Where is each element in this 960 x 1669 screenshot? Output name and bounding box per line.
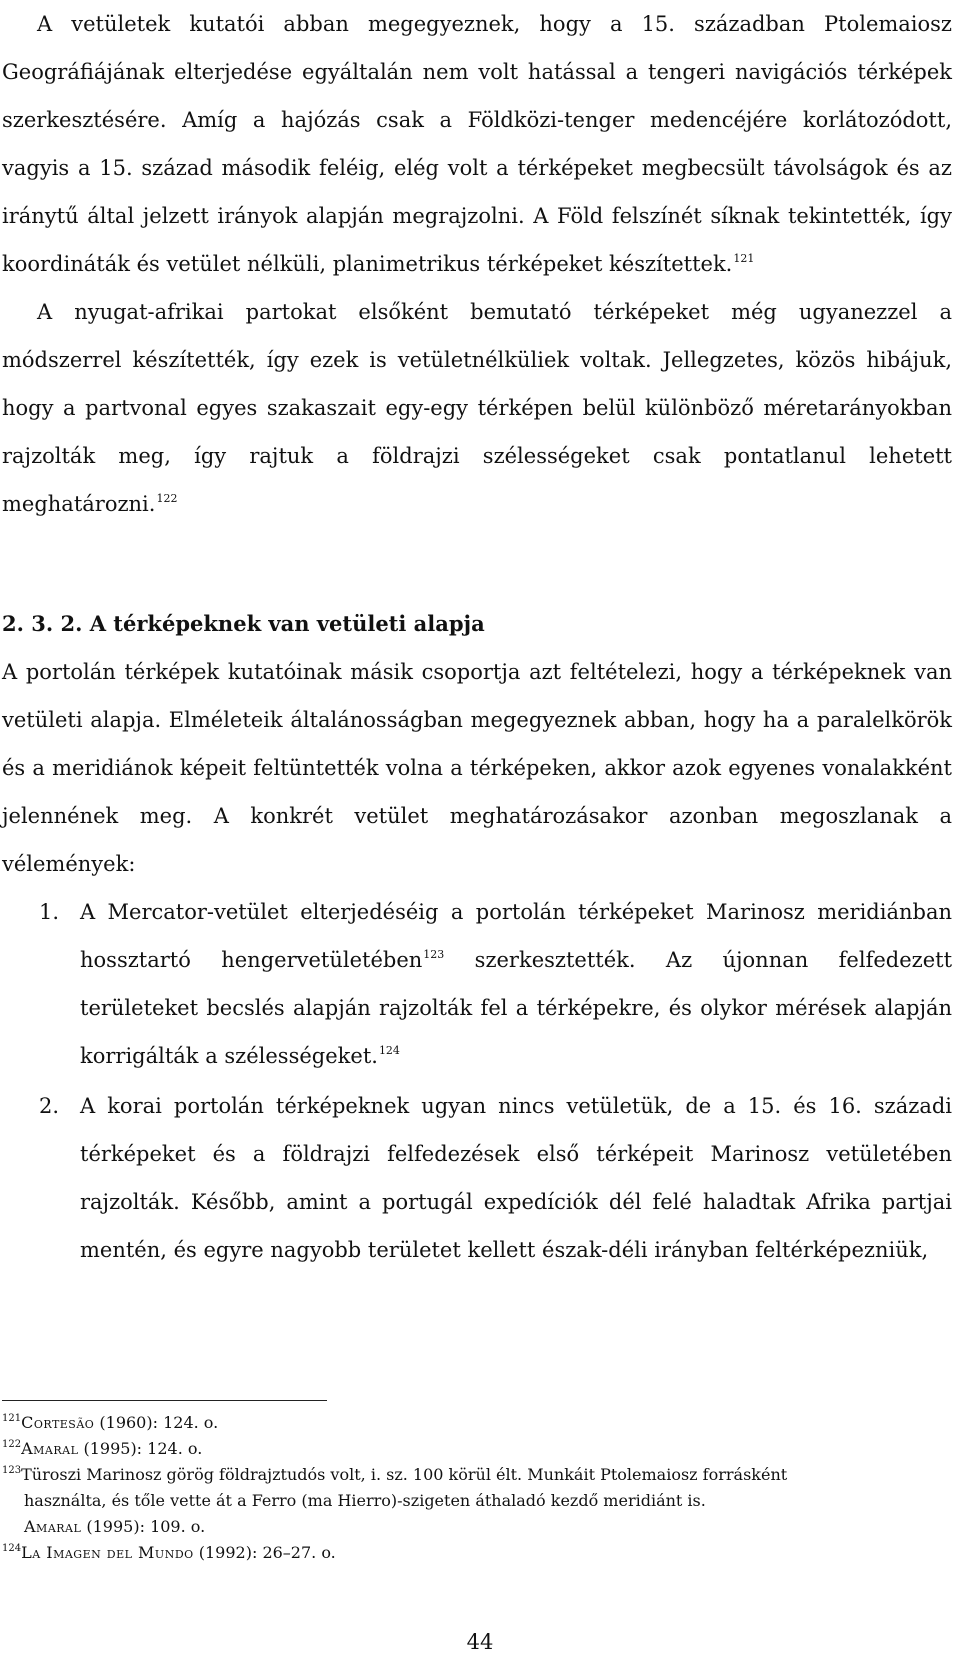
footnote-citation: (1995): 124. o.: [78, 1439, 203, 1458]
footnote-author: Cortesão: [21, 1413, 95, 1432]
paragraph-2: [2, 288, 952, 528]
footnote-text: Türoszi Marinosz görög földrajztudós volt, i. sz. 100 körül élt. Munkáit Ptolemaiosz forrásként: [21, 1465, 788, 1484]
footnotes: [2, 1410, 952, 1566]
section-paragraph: A portolán térképek kutatóinak másik csoportja azt feltételezi, hogy a térképeknek van vetületi alapja. Elméleteik általánosságban megegyeznek abban, hogy ha a paralelkörök és a meridiánok képeit feltüntették volna a térképeken, akkor azok egyenes vonalakként jelennének meg. A konkrét vetület meghatározásakor azonban megoszlanak a vélemények:: [2, 660, 952, 876]
list-item-text-cont: szerkesztették. Az újonnan felfedezett területeket becslés alapján rajzolták fel a térképekre, és olykor mérések alapján korrigálták a szélességeket.: [80, 948, 953, 1068]
list-item-number: 2.: [39, 1094, 60, 1118]
page-number: 44: [466, 1630, 494, 1654]
footnote-mark: 124: [2, 1543, 22, 1554]
list-item-number: 1.: [39, 900, 60, 924]
paragraph-1: [2, 0, 952, 288]
section-heading: 2. 3. 2. A térképeknek van vetületi alapja: [2, 611, 485, 636]
footnote-121: [2, 1410, 952, 1436]
footnote-mark: 123: [2, 1465, 22, 1476]
list-item: [2, 1082, 952, 1274]
footnote-ref-123[interactable]: 123: [423, 948, 445, 961]
paragraph-1-text: A vetületek kutatói abban megegyeznek, hogy a 15. században Ptolemaiosz Geográfiájának elterjedése egyáltalán nem volt hatással a tengeri navigációs térképek szerkesztésére. Amíg a hajózás csak a Földközi-tenger medencéjére korlátozódott, vagyis a 15. század második feléig, elég volt a térképeket megbecsült távolságok és az iránytű által jelzett irányok alapján megrajzolni. A Föld felszínét síknak tekintették, így koordináták és vetület nélküli, planimetrikus térképeket készítettek.: [2, 12, 952, 276]
footnote-ref-121[interactable]: 121: [733, 252, 755, 265]
footnote-mark: 122: [2, 1439, 22, 1450]
body-text: [2, 0, 952, 528]
footnote-mark: 121: [2, 1413, 22, 1424]
footnote-separator: [2, 1400, 327, 1401]
footnote-author: La Imagen del Mundo: [21, 1543, 194, 1562]
footnote-citation: (1960): 124. o.: [94, 1413, 219, 1432]
footnote-123-cont: használta, és tőle vette át a Ferro (ma Hierro)-szigeten áthaladó kezdő meridiánt is.: [24, 1491, 706, 1510]
footnote-author: Amaral: [21, 1439, 79, 1458]
list-item-text: A Mercator-vetület elterjedéséig a portolán térképeket Marinosz meridiánban hossztartó hengervetületében: [80, 900, 952, 972]
footnote-122: [2, 1436, 952, 1462]
footnote-citation: (1995): 109. o.: [81, 1517, 206, 1536]
numbered-list: [2, 888, 952, 1274]
list-item: [2, 888, 952, 1080]
paragraph-2-text: A nyugat-afrikai partokat elsőként bemutató térképeket még ugyanezzel a módszerrel készítették, így ezek is vetületnélküliek voltak. Jellegzetes, közös hibájuk, hogy a partvonal egyes szakaszait egy-egy térképen belül különböző méretarányokban rajzolták meg, így rajtuk a földrajzi szélességeket csak pontatlanul lehetett meghatározni.: [2, 300, 952, 516]
footnote-123: [2, 1462, 952, 1488]
footnote-ref-124[interactable]: 124: [378, 1044, 400, 1057]
footnote-123-citation: [2, 1514, 952, 1540]
footnote-citation: (1992): 26–27. o.: [193, 1543, 336, 1562]
footnote-ref-122[interactable]: 122: [156, 492, 178, 505]
list-item-text: A korai portolán térképeknek ugyan nincs vetületük, de a 15. és 16. századi térképeket és a földrajzi felfedezések első térképeit Marinosz vetületében rajzolták. Később, amint a portugál expedíciók dél felé haladtak Afrika partjai mentén, és egyre nagyobb területet kellett észak-déli irányban feltérképezniük,: [80, 1094, 952, 1262]
footnote-124: [2, 1540, 952, 1566]
footnote-author: Amaral: [24, 1517, 82, 1536]
